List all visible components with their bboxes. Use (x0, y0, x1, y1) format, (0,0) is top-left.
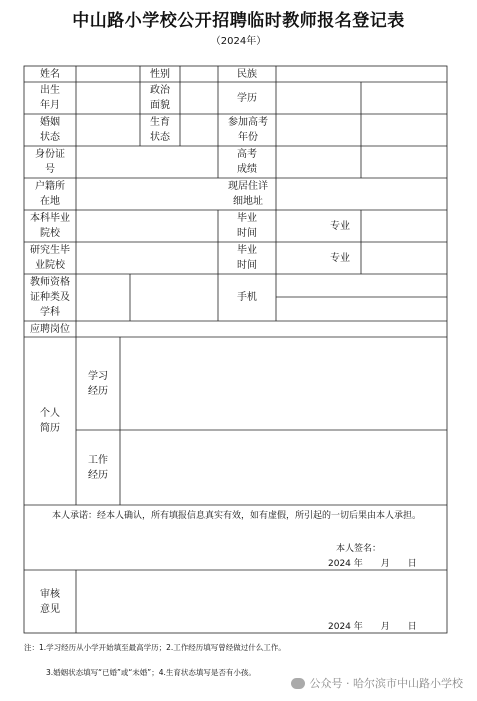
label-grad-time-1: 毕业时间 (237, 213, 257, 239)
promise-text: 本人承诺：经本人确认，所有填报信息真实有效，如有虚假，所引起的一切后果由本人承担。 (52, 511, 422, 521)
bachelor-school-field[interactable] (76, 210, 218, 242)
label-phone: 手机 (237, 292, 257, 303)
label-name: 姓名 (40, 68, 60, 80)
teacher-cert-type-field[interactable] (76, 274, 130, 321)
gaokao-score-field[interactable] (276, 146, 361, 178)
politics-field[interactable] (180, 82, 218, 114)
watermark-text: 公众号 · 哈尔滨市中山路小学校 (309, 677, 463, 690)
position-field[interactable] (76, 321, 447, 337)
label-hukou: 户籍所在地 (35, 181, 65, 207)
label-gaokao-score: 高考成绩 (237, 149, 257, 175)
wechat-icon (291, 678, 305, 689)
address-field[interactable] (276, 178, 447, 210)
label-major-1: 专业 (330, 220, 350, 232)
name-field[interactable] (76, 66, 140, 82)
master-school-field[interactable] (76, 242, 218, 274)
major-2-field[interactable] (361, 242, 447, 274)
photo-box[interactable] (361, 66, 447, 178)
gender-field[interactable] (180, 66, 218, 82)
label-birth: 出生年月 (40, 85, 60, 111)
label-fertility: 生育状态 (150, 117, 170, 143)
label-position: 应聘岗位 (30, 323, 70, 335)
phone-field-2[interactable] (276, 297, 447, 321)
label-major-2: 专业 (330, 252, 350, 264)
fertility-field[interactable] (180, 114, 218, 146)
label-master-school: 研究生毕业院校 (30, 245, 70, 271)
hukou-field[interactable] (76, 178, 218, 210)
label-gender: 性别 (150, 68, 170, 80)
note-line-2: 3.婚姻状态填写“已婚”或“未婚”；4.生育状态填写是否有小孩。 (46, 668, 256, 677)
teacher-cert-subject-field[interactable] (130, 274, 218, 321)
signature-date: 2024 年 月 日 (328, 559, 417, 569)
label-marital: 婚姻状态 (40, 117, 60, 143)
label-gaokao-year: 参加高考年份 (228, 117, 268, 143)
label-review: 审核意见 (40, 588, 60, 615)
label-education: 学历 (237, 92, 257, 104)
work-field[interactable] (120, 430, 447, 505)
note-line-1: 注：1.学习经历从小学开始填至最高学历；2.工作经历填写曾经做过什么工作。 (24, 643, 286, 652)
form-subtitle: （2024年） (210, 36, 267, 47)
birth-field[interactable] (76, 82, 140, 114)
label-politics: 政治面貌 (150, 85, 170, 111)
signature-label: 本人签名： (336, 544, 382, 554)
education-field[interactable] (276, 82, 361, 114)
ethnicity-field[interactable] (276, 66, 361, 82)
label-teacher-cert: 教师资格证种类及学科 (30, 277, 70, 318)
label-bachelor-school: 本科毕业院校 (30, 213, 70, 239)
label-grad-time-2: 毕业时间 (237, 245, 257, 271)
watermark (291, 675, 464, 691)
label-id-number: 身份证号 (35, 149, 65, 175)
major-1-field[interactable] (361, 210, 447, 242)
study-field[interactable] (120, 337, 447, 430)
review-date: 2024 年 月 日 (328, 622, 417, 632)
form-title: 中山路小学校公开招聘临时教师报名登记表 (72, 11, 405, 31)
label-resume: 个人简历 (40, 408, 60, 434)
marital-field[interactable] (76, 114, 140, 146)
id-number-field[interactable] (76, 146, 218, 178)
label-study: 学习经历 (88, 370, 108, 397)
label-ethnicity: 民族 (237, 68, 257, 80)
label-address: 现居住详细地址 (228, 181, 268, 207)
label-work: 工作经历 (88, 454, 108, 481)
gaokao-year-field[interactable] (276, 114, 361, 146)
phone-field-1[interactable] (276, 274, 447, 297)
